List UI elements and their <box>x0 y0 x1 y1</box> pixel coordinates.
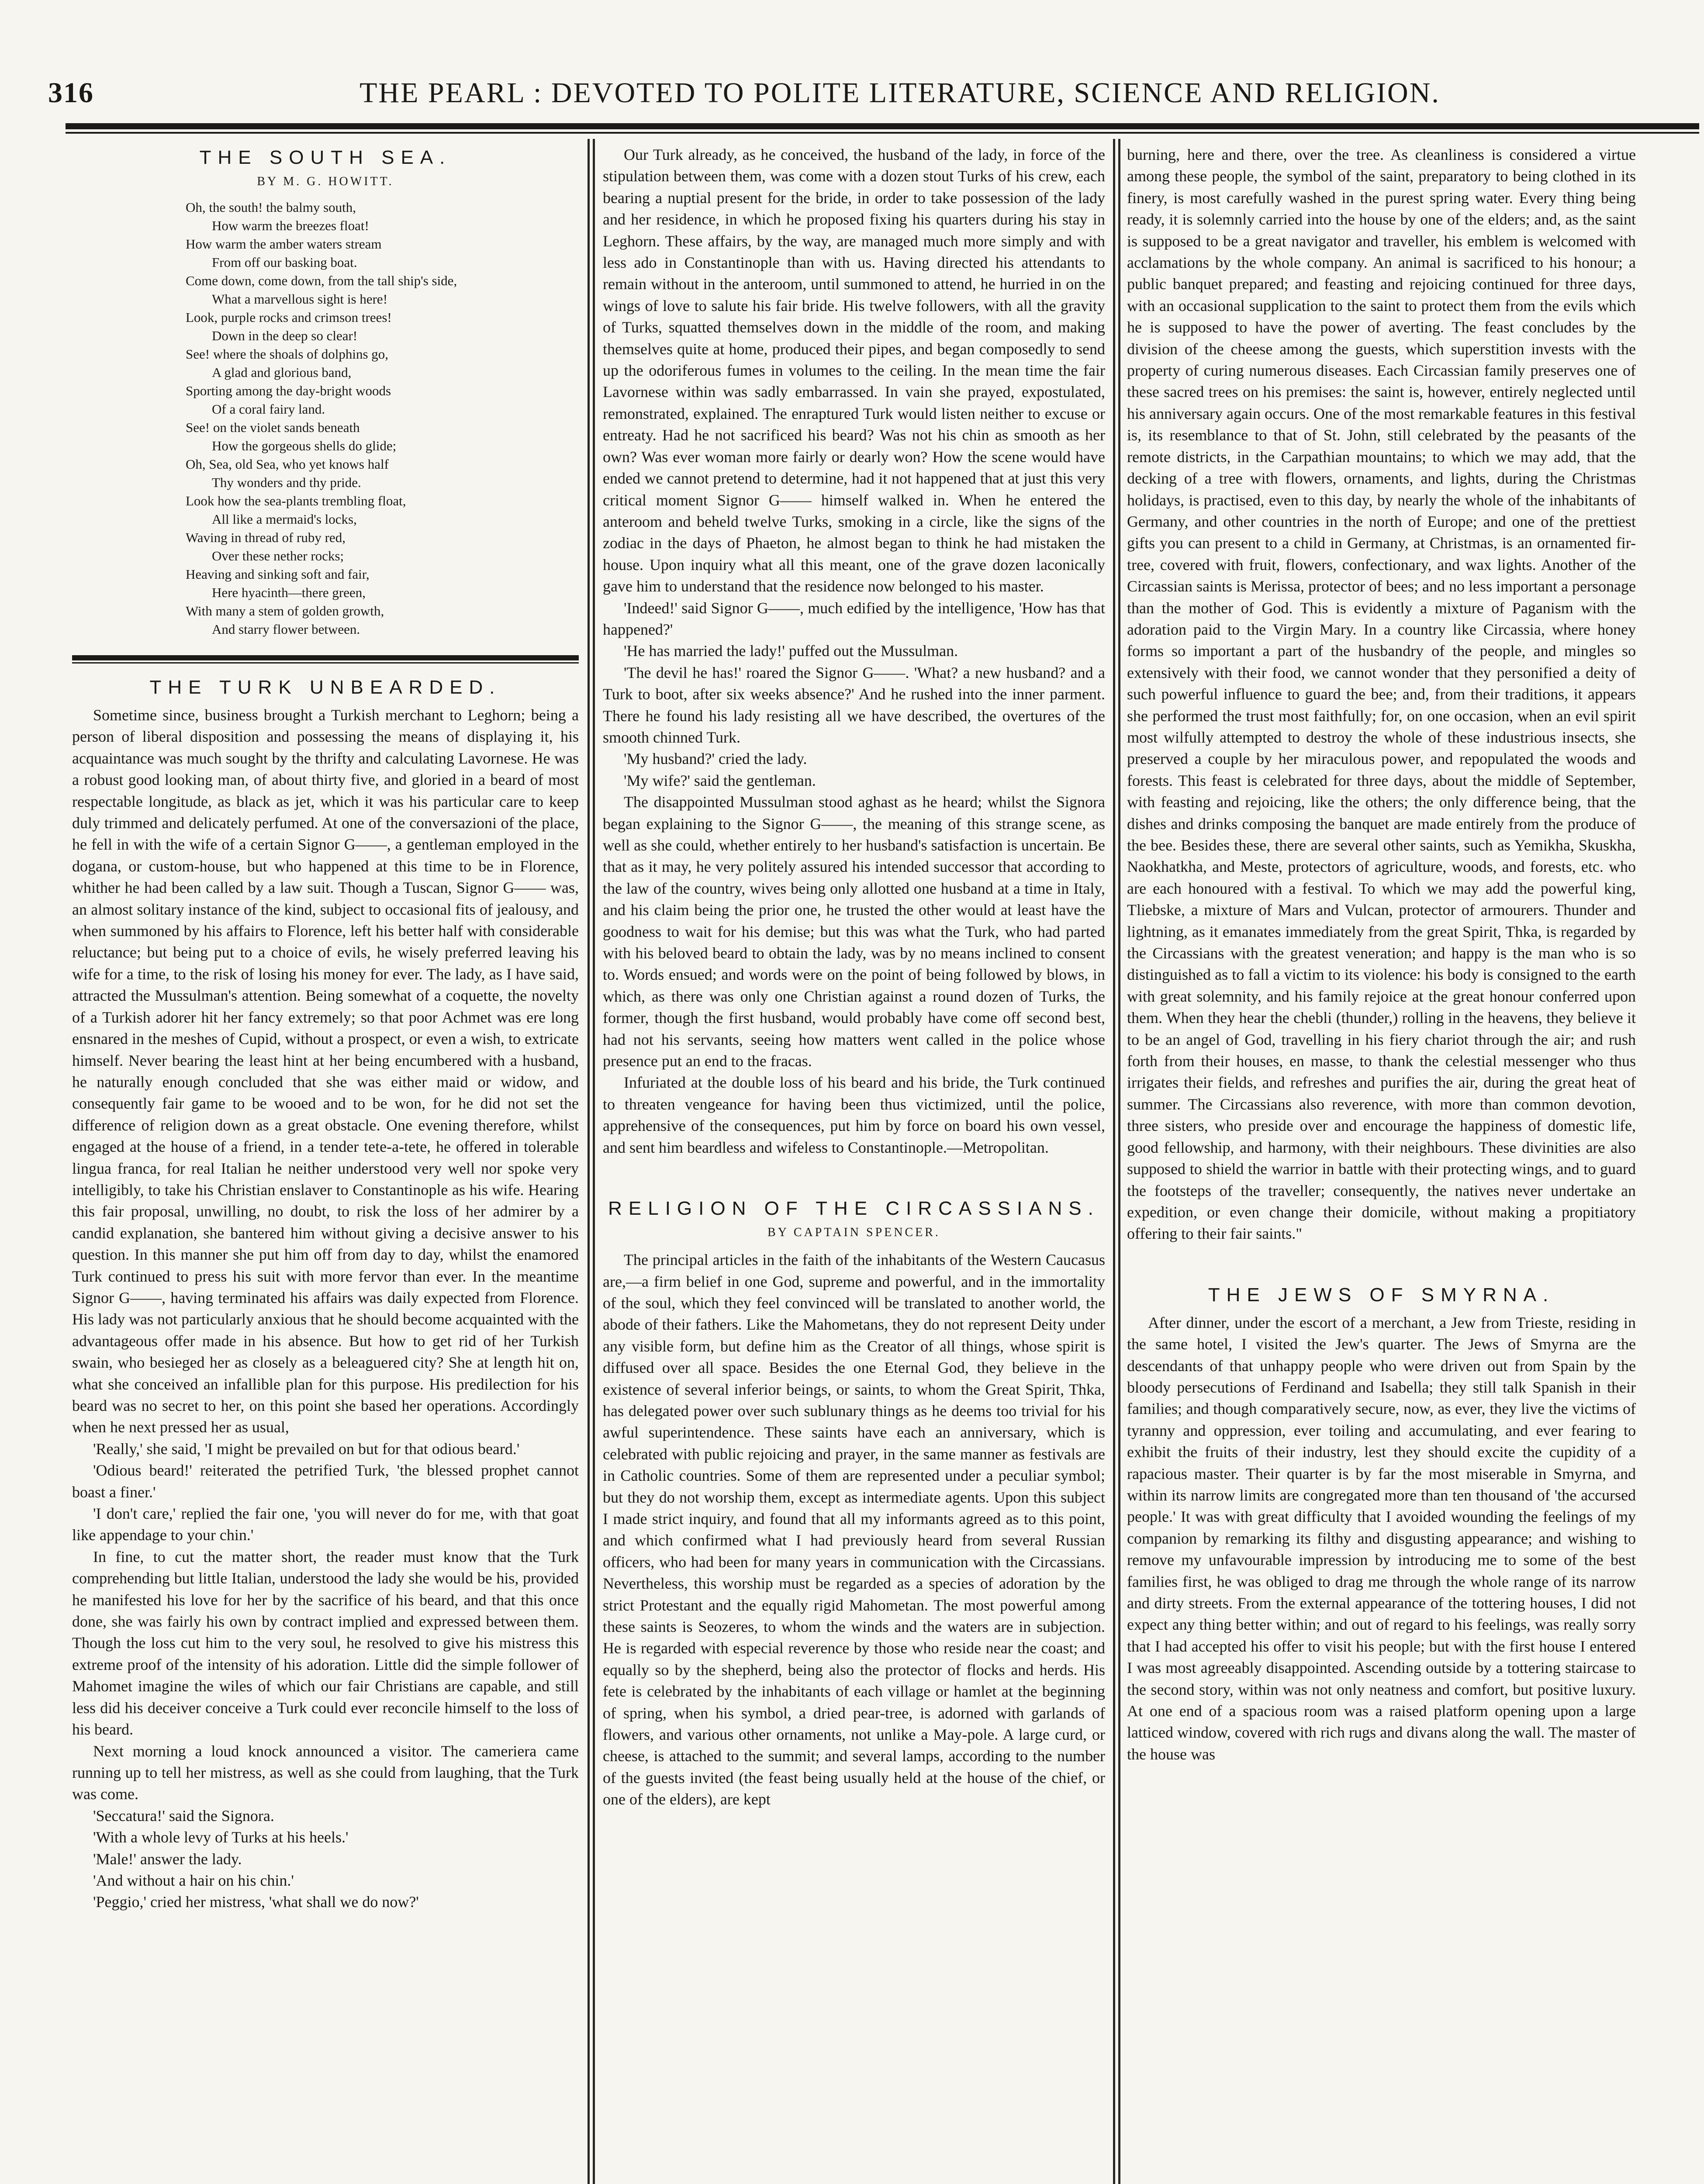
paragraph: 'Seccatura!' said the Signora. <box>93 1807 274 1825</box>
poem-line: See! on the violet sands beneath <box>186 420 360 435</box>
paragraph: 'Odious beard!' reiterated the petrified Turk, 'the blessed prophet cannot boast a finer.' <box>72 1462 579 1501</box>
column-3 <box>1127 144 1636 2184</box>
paragraph: 'My husband?' cried the lady. <box>624 750 807 768</box>
column-divider <box>588 139 590 2184</box>
masthead-title: THE PEARL : DEVOTED TO POLITE LITERATURE, SCIENCE AND RELIGION. <box>359 77 1440 109</box>
article-title: THE JEWS OF SMYRNA. <box>1208 1284 1555 1306</box>
article-title: RELIGION OF THE CIRCASSIANS. <box>608 1198 1100 1220</box>
paragraph: Our Turk already, as he conceived, the husband of the lady, in force of the stipulation between them, was come with a dozen stout Turks of his crew, each bearing a nuptial present for the bride, in order to take possession of the lady and her residence, in which he proposed fixing his quarters during his stay in Leghorn. These affairs, by the way, are managed much more simply and with less ado in Constantinople than with us. Having directed his attendants to remain without in the anteroom, until summoned to attend, he hurried in on the wings of love to salute his fair bride. His twelve followers, with all the gravity of Turks, squatted themselves down in the middle of the room, and making themselves quite at home, produced their pipes, and began composedly to send up the odoriferous fumes in volumes to the ceiling. In the mean time the fair Lavornese within was sadly embarrassed. In vain she prayed, expostulated, remonstrated, explained. The enraptured Turk would listen neither to excuse or entreaty. Had he not sacrificed his beard? Was not his chin as smooth as her own? Was ever woman more fairly or dearly won? How the scene would have ended we cannot pretend to determine, had it not happened that at just this very critical moment Signor G—— himself walked in. When he entered the anteroom and beheld twelve Turks, smoking in a circle, like the signs of the zodiac in the days of Phaeton, he almost began to think he had mistaken the house. Upon inquiry what all this meant, one of the grave dozen laconically gave him to understand that the residence now belonged to his master. <box>603 146 1105 595</box>
poem-line: And starry flower between. <box>212 622 360 637</box>
poem-line: Look, purple rocks and crimson trees! <box>186 310 392 325</box>
paragraph: 'The devil he has!' roared the Signor G——. 'What? a new husband? and a Turk to boot, after six weeks absence?' And he rushed into the inner parment. There he found his lady resisting all we have described, the overtures of the smooth chinned Turk. <box>603 663 1105 746</box>
poem-line: Oh, Sea, old Sea, who yet knows half <box>186 456 389 472</box>
paragraph: After dinner, under the escort of a merchant, a Jew from Trieste, residing in the same hotel, I visited the Jew's quarter. The Jews of Smyrna are the descendants of that unhappy people who were driven out from Spain by the bloody persecutions of Ferdinand and Isabella; they still talk Spanish in their families; and though comparatively secure, now, as ever, they live the victims of tyranny and oppression, ever toiling and accumulating, and ever fearing to exhibit the fruits of their industry, lest they should excite the cupidity of a rapacious master. Their quarter is by far the most miserable in Smyrna, and within its narrow limits are congregated more than ten thousand of 'the accursed people.' It was with great difficulty that I avoided wounding the feelings of my companion by remarking its filthy and disgusting appearance; and wishing to remove my unfavourable impression by introducing me to some of the best families first, he was obliged to drag me through the whole range of its narrow and dirty streets. From the external appearance of the tottering houses, I did not expect any thing better within; and out of regard to his feelings, was really sorry that I had accepted his offer to visit his people; but with the first house I entered I was most agreeably disappointed. Ascending outside by a tottering staircase to the second story, within was not only neatness and comfort, but positive luxury. At one end of a spacious room was a raised platform opening upon a large latticed window, covered with rich rugs and divans along the wall. The master of the house was <box>1127 1313 1636 1763</box>
poem-line: Oh, the south! the balmy south, <box>186 200 356 215</box>
poem-line: How warm the breezes float! <box>212 218 369 233</box>
poem-line: Sporting among the day-bright woods <box>186 383 391 398</box>
poem-line: Thy wonders and thy pride. <box>212 475 361 490</box>
poem-line: See! where the shoals of dolphins go, <box>186 346 389 362</box>
section-separator-thin <box>72 662 579 663</box>
poem-line: Of a coral fairy land. <box>212 401 325 417</box>
column-2 <box>603 144 1105 2184</box>
paragraph: Infuriated at the double loss of his beard and his bride, the Turk continued to threaten vengeance for having been thus victimized, until the police, apprehensive of the consequences, put him by force on board his own vessel, and sent him beardless and wifeless to Constantinople.—Metropolitan. <box>603 1074 1105 1156</box>
paragraph: 'And without a hair on his chin.' <box>93 1871 294 1889</box>
poem-line: With many a stem of golden growth, <box>186 603 384 619</box>
page-number: 316 <box>48 77 94 109</box>
paragraph: burning, here and there, over the tree. As cleanliness is considered a virtue among these people, the symbol of the saint, preparatory to being clothed in its finery, is most carefully washed in the purest spring water. Every thing being ready, it is solemnly carried into the house by one of the elders; and, as the saint is supposed to be a great navigator and traveller, his emblem is welcomed with acclamations by the whole company. An animal is sacrificed to his honour; a public banquet prepared; and feasting and rejoicing continued for three days, with an occasional supplication to the saint to protect them from the evils which he is supposed to have the power of averting. The feast concludes by the division of the cheese among the guests, which superstition invests with the property of curing numerous diseases. Each Circassian family preserves one of these sacred trees on his premises: the saint is, however, entirely neglected until his anniversary again occurs. One of the most remarkable features in this festival is, its resemblance to that of St. John, still celebrated by the peasants of the remote districts, in the Carpathian mountains; to which we may add, that the decking of a tree with flowers, ornaments, and lights, during the Christmas holidays, is practised, even to this day, by nearly the whole of the inhabitants of Germany, and other countries in the north of Europe; and one of the prettiest gifts you can present to a child in Germany, at Christmas, is an ornamented fir-tree, covered with fruit, flowers, confectionary, and wax lights. Another of the Circassian saints is Merissa, protector of bees; and no less important a personage than the mother of God. This is evidently a mixture of Paganism with the adoration paid to the Virgin Mary. In a country like Circassia, where honey forms so important a part of the husbandry of the people, and mingles so extensively with their food, we cannot wonder that they personified a deity of such powerful influence to guard the bee; and, from their traditions, it appears she performed the trust most faithfully; for, on one occasion, when an evil spirit most wilfully attempted to destroy the whole of these industrious insects, she preserved a couple by her miraculous power, and repopulated the woods and forests. This feast is celebrated for three days, about the middle of September, with feasting and rejoicing, like the others; the only difference being, that the dishes and drinks composing the banquet are made entirely from the produce of the bee. Besides these, there are several other saints, such as Yemikha, Skuskha, Naokhatkha, and Meste, protectors of agriculture, woods, and forests, etc. who are each honoured with a festival. To which we may add the powerful king, Tliebske, a mixture of Mars and Vulcan, protector of armourers. Thunder and lightning, as it emanates immediately from the great Spirit, Thka, is regarded by the Circassians with the greatest veneration; and happy is the man who is so distinguished as to fall a victim to its violence: his body is consigned to the earth with great solemnity, and his family rejoice at the great honour conferred upon them. When they hear the chebli (thunder,) rolling in the heavens, they believe it to be an angel of God, travelling in his fiery chariot through the air; and rush forth from their houses, en masse, to thank the celestial messenger who thus irrigates their fields, and refreshes and purifies the air, during the great heat of summer. The Circassians also reverence, with more than common devotion, three sisters, who preside over and encourage the happiness of domestic life, good fellowship, and harmony, with their neighbours. These divinities are also supposed to shield the warrior in battle with their protecting wings, and to guard the footsteps of the traveller; consequently, the natives never undertake an expedition, or even change their domicile, without making a propitiatory offering to their fair saints." <box>1127 146 1636 1243</box>
poem-line: From off our basking boat. <box>212 255 357 270</box>
poem-line: Come down, come down, from the tall ship's side, <box>186 273 457 288</box>
column-divider <box>1118 139 1120 2184</box>
poem-line: A glad and glorious band, <box>212 365 352 380</box>
paragraph: 'He has married the lady!' puffed out the Mussulman. <box>624 642 958 660</box>
header-rule <box>66 123 1699 129</box>
paragraph: 'Indeed!' said Signor G——, much edified by the intelligence, 'How has that happened?' <box>603 599 1105 638</box>
article-title: THE TURK UNBEARDED. <box>149 677 501 698</box>
article-byline: BY CAPTAIN SPENCER. <box>767 1226 940 1240</box>
paragraph: In fine, to cut the matter short, the reader must know that the Turk comprehending but little Italian, understood the lady she would be his, provided he manifested his love for her by the sacrifice of his beard, and that this once done, she was fairly his own by contract implied and expressed between them. Though the loss cut him to the very soul, he resolved to give his mistress this extreme proof of the intensity of his adoration. Little did the simple follower of Mahomet imagine the wiles of which our fair Christians are capable, and still less did his deceiver conceive a Turk could ever reconcile himself to the loss of his beard. <box>72 1548 579 1738</box>
spacer <box>603 1158 1105 1195</box>
header-rule-thin <box>66 132 1699 134</box>
paragraph: 'Really,' she said, 'I might be prevailed on but for that odious beard.' <box>93 1440 520 1458</box>
paragraph: 'With a whole levy of Turks at his heels.' <box>93 1828 349 1846</box>
paragraph: Next morning a loud knock announced a visitor. The cameriera came running up to tell her mistress, as well as she could from laughing, that the Turk was come. <box>72 1742 579 1803</box>
section-separator <box>72 655 579 660</box>
paragraph: 'Peggio,' cried her mistress, 'what shall we do now?' <box>93 1893 419 1911</box>
poem-byline: BY M. G. HOWITT. <box>257 175 394 188</box>
page-header <box>48 76 1664 118</box>
poem-body <box>72 198 579 639</box>
paragraph: 'I don't care,' replied the fair one, 'you will never do for me, with that goat like appendage to your chin.' <box>72 1505 579 1544</box>
paragraph: Sometime since, business brought a Turkish merchant to Leghorn; being a person of liberal disposition and possessing the means of displaying it, his acquaintance was much sought by the thrifty and calculating Lavornese. He was a robust good looking man, of about thirty five, and gloried in a beard of most respectable longitude, as black as jet, which it was his particular care to keep duly trimmed and delicately perfumed. At one of the conversazioni of the place, he fell in with the wife of a certain Signor G——, a gentleman employed in the dogana, or custom-house, but who happened at this time to be in Florence, whither he had been called by a law suit. Though a Tuscan, Signor G—— was, an almost solitary instance of the kind, subject to occasional fits of jealousy, and when summoned by his affairs to Florence, left his better half with considerable reluctance; but being put to a choice of evils, he wisely preferred leaving his wife for a time, to the risk of losing his money for ever. The lady, as I have said, attracted the Mussulman's attention. Being somewhat of a coquette, the novelty of a Turkish adorer hit her fancy extremely; so that poor Achmet was ere long ensnared in the meshes of Cupid, without a prospect, or even a wish, to extricate himself. Never bearing the least hint at her being encumbered with a husband, he naturally enough concluded that she was either maid or widow, and consequently fair game to be wooed and to be won, for he did not set the difference of religion down as a great obstacle. One evening therefore, whilst engaged at the house of a friend, in a tender tete-a-tete, he offered in tolerable lingua franca, for real Italian he neither understood very well nor spoke very intelligibly, to take his Christian enslaver to Constantinople as his wife. Hearing this fair proposal, unwilling, no doubt, to risk the loss of her admirer by a candid explanation, she bantered him without giving a decisive answer to his question. In this manner she put him off from day to day, whilst the enamored Turk continued to press his suit with more fervor than ever. In the meantime Signor G——, having terminated his affairs was daily expected from Florence. His lady was not particularly anxious that he should become acquainted with the advantageous offer made in his absence. But how to get rid of her Turkish swain, who besieged her as closely as a beleaguered city? She at length hit on, what she conceived an infallible plan for this purpose. His predilection for his beard was no secret to her, on this point she based her operations. Accordingly when he next pressed her as usual, <box>72 706 579 1436</box>
paragraph: 'My wife?' said the gentleman. <box>624 771 816 789</box>
poem-line: Look how the sea-plants trembling float, <box>186 493 406 508</box>
paragraph: The disappointed Mussulman stood aghast as he heard; whilst the Signora began explaining to the Signor G——, the meaning of this strange scene, as well as she could, whether entirely to her husband's satisfaction is uncertain. Be that as it may, he very politely assured his intended successor that according to the law of the country, wives being only allotted one husband at a time in Italy, and his claim being the prior one, he trusted the other would at least have the goodness to wait for his demise; but this was what the Turk, who had parted with his beloved beard to obtain the lady, was by no means inclined to consent to. Words ensued; and words were on the point of being followed by blows, in which, as there was only one Christian against a round dozen of Turks, the former, though the first husband, would probably have come off second best, had not his servants, seeing how matters went called in the police whose presence put an end to the fracas. <box>603 793 1105 1070</box>
poem-line: Waving in thread of ruby red, <box>186 530 346 545</box>
column-1 <box>72 144 579 2184</box>
poem-line: All like a mermaid's locks, <box>212 511 357 527</box>
poem-line: How the gorgeous shells do glide; <box>212 438 397 453</box>
poem-line: Here hyacinth—there green, <box>212 585 366 600</box>
poem-title: THE SOUTH SEA. <box>199 147 452 168</box>
spacer <box>1127 1245 1636 1282</box>
column-divider <box>593 139 595 2184</box>
poem-line: Down in the deep so clear! <box>212 328 358 343</box>
column-divider <box>1113 139 1115 2184</box>
poem-line: How warm the amber waters stream <box>186 236 382 252</box>
poem-line: Heaving and sinking soft and fair, <box>186 567 370 582</box>
poem-line: What a marvellous sight is here! <box>212 291 388 307</box>
paragraph: 'Male!' answer the lady. <box>93 1850 242 1868</box>
poem-line: Over these nether rocks; <box>212 548 344 563</box>
paragraph: The principal articles in the faith of the inhabitants of the Western Caucasus are,—a firm belief in one God, supreme and powerful, and in the immortality of the soul, which they feel convinced will be translated to another world, the abode of their fathers. Like the Mahometans, they do not represent Deity under any visible form, but define him as the Creator of all things, whose spirit is diffused over all space. Besides the one Eternal God, they believe in the existence of several inferior beings, or saints, to whom the Great Spirit, Thka, has delegated power over such sublunary things as he deems too trivial for his awful superintendence. These saints have each an anniversary, which is celebrated with public rejoicing and prayer, in the same manner as festivals are in Catholic countries. Some of them are represented under a peculiar symbol; but they do not worship them, except as intermediate agents. Upon this subject I made strict inquiry, and found that all my informants agreed as to this point, and which confirmed what I had previously heard from several Russian officers, who had been for many years in communication with the Circassians. Nevertheless, this worship must be regarded as a species of adoration by the strict Protestant and the equally rigid Mahometan. The most powerful among these saints is Seozeres, to whom the winds and the waters are in subjection. He is regarded with especial reverence by those who reside near the coast; and equally so by the shepherd, being also the protector of flocks and herds. His fete is celebrated by the inhabitants of each village or hamlet at the beginning of spring, when his symbol, a dried pear-tree, is adorned with garlands of flowers, and various other ornaments, not unlike a May-pole. A large curd, or cheese, is attached to the summit; and several lamps, according to the number of the guests invited (the feast being usually held at the house of the chief, or one of the elders), are kept <box>603 1251 1105 1808</box>
